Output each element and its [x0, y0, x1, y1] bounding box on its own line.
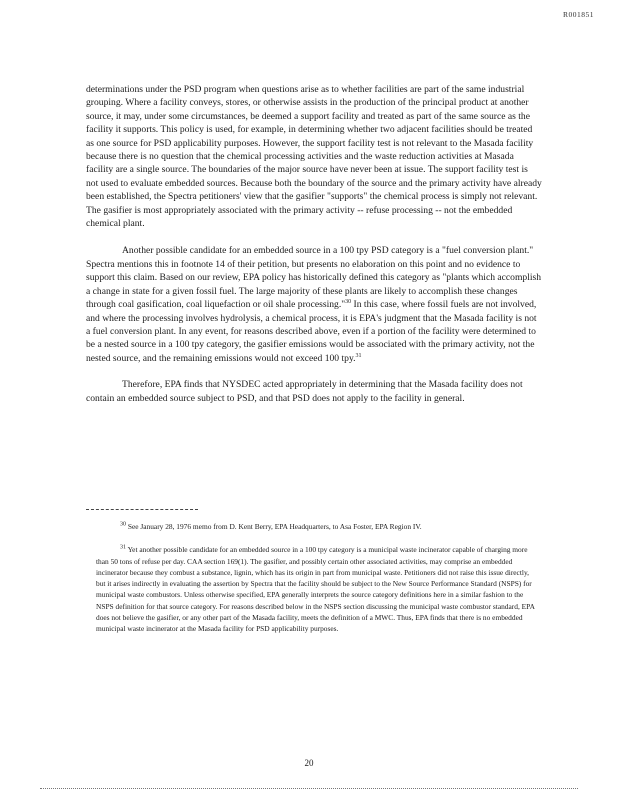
paragraph-3: Therefore, EPA finds that NYSDEC acted appropriately in determining that the Masada facility does not contain an embedded source subject to PSD, and that PSD does not apply to the facility in general.	[86, 379, 523, 404]
footnote-31-marker: 31	[120, 544, 126, 551]
footnote-separator	[86, 509, 198, 510]
document-id: R001851	[562, 10, 594, 19]
footnotes	[86, 521, 536, 647]
footnote-30	[86, 521, 536, 532]
paragraph-2-part-1: Another possible candidate for an embedded source in a 100 tpy PSD category is a "fuel conversion plant." Spectra mentions this in footnote 14 of their petition, but presents no elaboration on this point and no evidence to support this claim. Based on our review, EPA policy has historically defined this category as "plants which accomplish a change in state for a given fossil fuel. The large majority of these plants are likely to accomplish these changes through coal gasification, coal liquefaction or oil shale processing."	[86, 245, 542, 311]
page-number: 20	[304, 758, 314, 768]
paragraph-2-part-2: In this case, where fossil fuels are not involved, and where the processing involves hydrolysis, a chemical process, it is EPA's judgment that the Masada facility is not a fuel conversion plant. In any event, for reasons described above, even if a portion of the facility were determined to be a nested source in a 100 tpy category, the gasifier emissions would be associated with the primary activity, not the nested source, and the remaining emissions would not exceed 100 tpy.	[86, 299, 537, 364]
footnote-ref-31: 31	[355, 352, 362, 359]
paragraph-1: determinations under the PSD program when questions arise as to whether facilities are part of the same industrial grouping. Where a facility conveys, stores, or otherwise assists in the production of the principal product at another source, it may, under some circumstances, be deemed a support facility and treated as part of the same source as the facility it supports. This policy is used, for example, in determining whether two adjacent facilities should be treated as one source for PSD applicability purposes. However, the support facility test is not relevant to the Masada facility because there is no question that the chemical processing activities and the waste reduction activities at Masada facility are a single source. The boundaries of the major source have never been at issue. The support facility test is not used to evaluate embedded sources. Because both the boundary of the source and the primary activity have already been established, the Spectra petitioners' view that the gasifier "supports" the chemical process is simply not relevant. The gasifier is most appropriately associated with the primary activity -- refuse processing -- not the embedded chemical plant.	[86, 84, 542, 230]
scan-edge-artifact	[40, 788, 578, 789]
footnote-31	[86, 544, 536, 634]
footnote-ref-30: 30	[345, 298, 352, 305]
footnote-30-text: See January 28, 1976 memo from D. Kent Berry, EPA Headquarters, to Asa Foster, EPA Region IV.	[126, 522, 422, 531]
footnote-31-text: Yet another possible candidate for an embedded source in a 100 tpy category is a municipal waste incinerator capable of charging more than 50 tons of refuse per day. CAA section 169(1). The gasifier, and possibly certain other associated activities, may comprise an embedded incinerator because they combust a substance, lignin, which has its origin in part from municipal waste. Petitioners did not raise this issue directly, but it arises indirectly in evaluating the assertion by Spectra that the facility should be subject to the New Source Performance Standard (NSPS) for municipal waste combustors. Unless otherwise specified, EPA generally interprets the source category definitions here in a similar fashion to the NSPS definition for that source category. For reasons described below in the NSPS section discussing the municipal waste combustor standard, EPA does not believe the gasifier, or any other part of the Masada facility, meets the definition of a MWC. Thus, EPA finds that there is no embedded municipal waste incinerator at the Masada facility for PSD applicability purposes.	[96, 545, 535, 634]
paragraph-2	[86, 244, 542, 365]
footnote-30-marker: 30	[120, 521, 126, 528]
body-text	[86, 83, 542, 418]
